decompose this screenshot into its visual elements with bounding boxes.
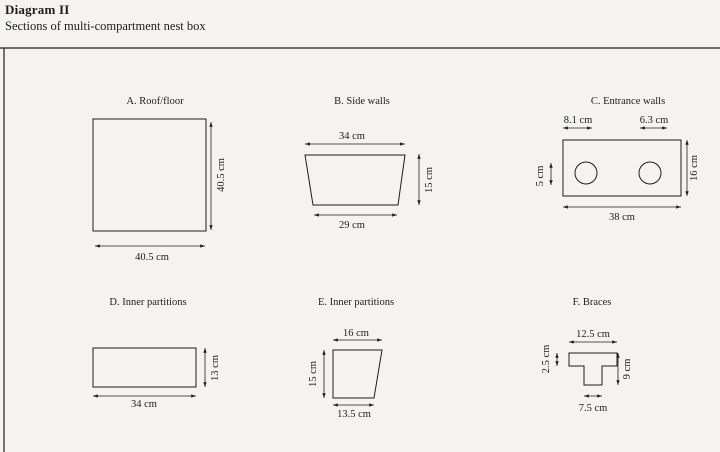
side-wall-top-label: 34 cm [339, 131, 365, 142]
section-f-braces [541, 297, 633, 414]
brace-flange-height-label: 2.5 cm [541, 344, 552, 374]
inner-partition-d-panel [93, 348, 196, 387]
section-e-title: E. Inner partitions [317, 297, 395, 308]
inner-partition-d-width-label: 34 cm [131, 399, 157, 410]
section-f-title: F. Braces [572, 297, 612, 308]
inner-partition-d-height-label: 13 cm [210, 355, 221, 381]
brace-profile [569, 353, 617, 385]
section-c-title: C. Entrance walls [590, 96, 666, 107]
entrance-wall-width-label: 38 cm [609, 212, 635, 223]
diagram-title: Diagram II [5, 2, 70, 17]
brace-height-label: 9 cm [622, 358, 633, 380]
entrance-wall-panel [563, 140, 681, 196]
roof-floor-panel [93, 119, 206, 231]
section-e-inner-partitions [308, 297, 394, 420]
hole-left-offset-label: 8.1 cm [563, 115, 593, 126]
inner-partition-e-bottom-label: 13.5 cm [337, 409, 371, 420]
roof-width-label: 40.5 cm [135, 252, 169, 263]
inner-partition-e-panel [333, 350, 382, 398]
section-d-title: D. Inner partitions [109, 297, 187, 308]
section-d-inner-partitions [93, 297, 221, 410]
brace-top-label: 12.5 cm [576, 329, 610, 340]
side-wall-height-label: 15 cm [424, 167, 435, 193]
hole-right-offset-label: 6.3 cm [639, 115, 669, 126]
entrance-hole-right [639, 162, 661, 184]
section-b-side-walls [305, 96, 435, 231]
diagram-subtitle: Sections of multi-compartment nest box [5, 19, 206, 33]
hole-height-label: 5 cm [535, 165, 546, 187]
side-wall-bottom-label: 29 cm [339, 220, 365, 231]
entrance-hole-left [575, 162, 597, 184]
section-a-title: A. Roof/floor [126, 96, 184, 107]
entrance-wall-height-label: 16 cm [689, 155, 700, 181]
inner-partition-e-top-label: 16 cm [343, 328, 369, 339]
section-c-entrance-walls [535, 96, 700, 223]
side-wall-panel [305, 155, 405, 205]
section-a-roof-floor [93, 96, 227, 263]
section-b-title: B. Side walls [334, 96, 390, 107]
roof-height-label: 40.5 cm [216, 158, 227, 192]
inner-partition-e-height-label: 15 cm [308, 361, 319, 387]
brace-bottom-label: 7.5 cm [578, 403, 608, 414]
